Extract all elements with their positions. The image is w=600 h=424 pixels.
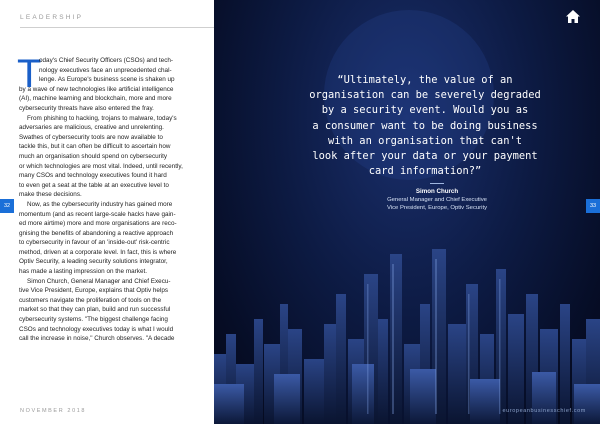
article-line: method, driven at a corporate level. In fact, this is where <box>19 248 177 256</box>
section-label: LEADERSHIP <box>20 14 84 21</box>
article-line: (AI), machine learning and blockchain, more and more <box>19 95 172 103</box>
drop-cap: T <box>17 52 42 96</box>
pull-quote-line: card information?” <box>368 165 482 178</box>
pull-quote <box>298 73 552 179</box>
article-line: nology executives face an unprecedented chal- <box>39 66 172 74</box>
page-number-left[interactable]: 32 <box>0 199 14 213</box>
pull-quote-line: with an organisation that can't <box>328 134 522 147</box>
article-line: From phishing to hacking, trojans to malware, today's <box>27 114 177 122</box>
article-line: by a wave of new technologies like artificial intelligence <box>19 85 174 93</box>
article-line: tackle this, but it can often be difficult to ascertain how <box>19 143 171 151</box>
attribution-name: Simon Church <box>415 188 459 195</box>
pull-quote-line: look after your data or your payment <box>312 150 538 163</box>
article-line: to cybersecurity in favour of an 'inside-out' risk-centric <box>19 239 170 247</box>
article-line: Optiv Security, a leading security solutions integrator, <box>19 258 168 266</box>
section-divider <box>20 27 214 28</box>
page-number-right[interactable]: 33 <box>586 199 600 213</box>
article-line: oday's Chief Security Officers (CSOs) and tech- <box>39 57 174 64</box>
article-line: adversaries are malicious, creative and unrelenting. <box>19 124 164 132</box>
article-line: Swathes of cybersecurity tools are now available to <box>19 133 163 141</box>
article-line: lenge. As Europe's business scene is shaken up <box>39 76 175 84</box>
article-body <box>17 52 207 344</box>
article-line: make these decisions. <box>19 191 82 199</box>
article-line: customers navigate the proliferation of tools on the <box>19 296 162 304</box>
article-line: cybersecurity systems. "The biggest challenge facing <box>19 316 168 324</box>
article-line: gnising the benefits of abandoning a reactive approach <box>19 229 174 237</box>
article-line: tive Vice President, Europe, explains that Optiv helps <box>19 287 169 295</box>
issue-date: NOVEMBER 2018 <box>20 408 87 414</box>
article-line: Now, as the cybersecurity industry has gained more <box>27 200 173 208</box>
article-line: has made a lasting impression on the market. <box>19 268 147 276</box>
attribution-role-line-1: General Manager and Chief Executive <box>387 197 487 203</box>
home-icon[interactable] <box>566 10 580 23</box>
quote-attribution <box>334 187 540 212</box>
article-line: or which technologies are most vital. Indeed, until recently, <box>19 162 183 170</box>
article-line: market so that they can plan, build and run successful <box>19 306 171 314</box>
city-skyline-image <box>214 234 600 424</box>
article-line: momentum (and as recent large-scale hacks have gain- <box>19 210 176 218</box>
article-line: Simon Church, General Manager and Chief Execu- <box>27 277 171 285</box>
article-line: much an organisation should spend on cybersecurity <box>19 152 168 160</box>
pull-quote-line: by a security event. Would you as <box>321 104 529 117</box>
pull-quote-line: “Ultimately, the value of an <box>337 74 513 86</box>
right-page <box>214 0 600 424</box>
article-line: cybersecurity threats have also entered the fray. <box>19 104 154 112</box>
article-line: CSOs and technology executives today is what I would <box>19 325 174 333</box>
pull-quote-line: a consumer want to be doing business <box>312 119 538 132</box>
website-url[interactable]: europeanbusinesschief.com <box>502 408 586 414</box>
attribution-role-line-2: Vice President, Europe, Optiv Security <box>386 205 488 211</box>
pull-quote-line: organisation can be severely degraded <box>309 89 541 102</box>
left-page <box>0 0 214 424</box>
article-line: many CSOs and technology executives found it hard <box>19 172 167 180</box>
quote-divider <box>430 183 444 184</box>
article-line: to even get a seat at the table at an executive level to <box>19 181 169 189</box>
article-line: ed more airtime) more and more organisations are reco- <box>19 220 177 228</box>
article-line: call the increase in noise," Church observes. "A decade <box>19 335 175 343</box>
